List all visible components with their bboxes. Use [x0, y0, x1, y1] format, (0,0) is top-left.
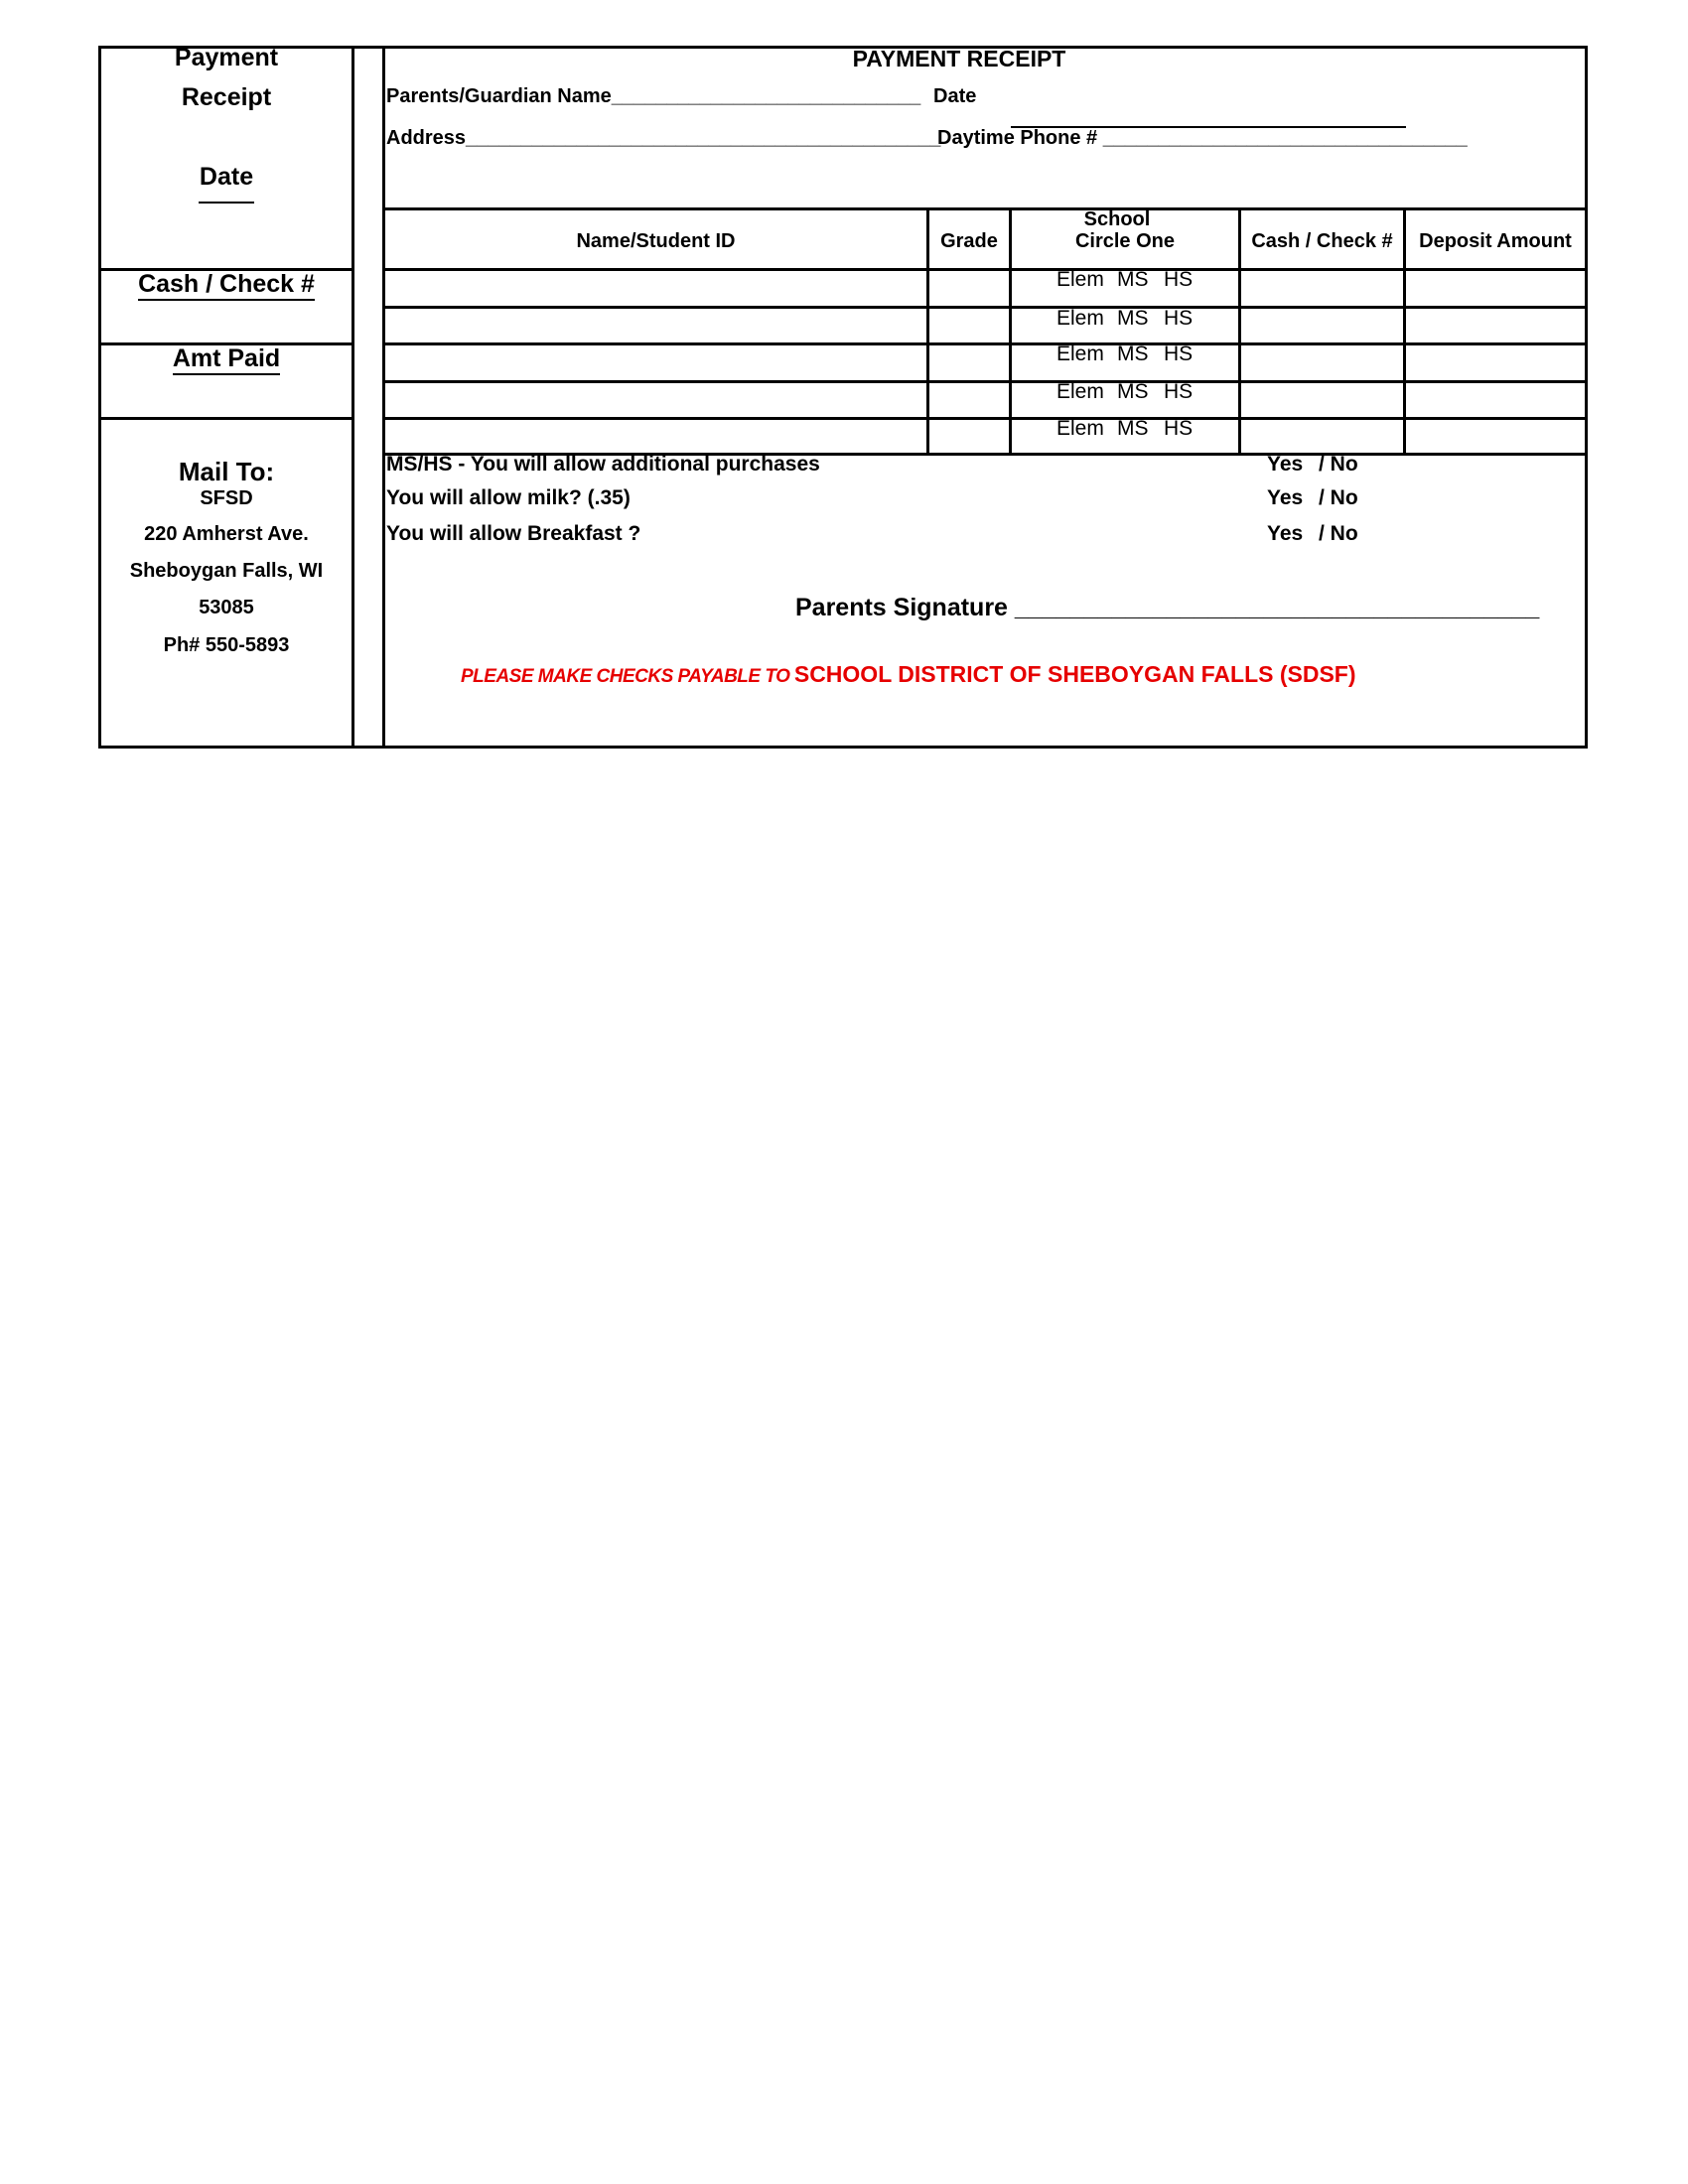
payable-prefix: PLEASE MAKE CHECKS PAYABLE TO [461, 666, 790, 687]
row-1-grade-cell[interactable] [929, 271, 1009, 306]
header-deposit-amount: Deposit Amount [1419, 230, 1572, 252]
question-additional-purchases-no[interactable]: / No [1319, 453, 1358, 476]
row-3-grade-cell[interactable] [929, 345, 1009, 380]
row-3-name-cell[interactable] [385, 345, 926, 380]
row-5-school-ms[interactable]: MS [1117, 417, 1149, 440]
parents-signature-label: Parents Signature [795, 594, 1008, 621]
row-4-school-elem[interactable]: Elem [1056, 380, 1104, 403]
row-3-school-elem[interactable]: Elem [1056, 342, 1104, 365]
question-additional-purchases: MS/HS - You will allow additional purchases [386, 453, 820, 476]
question-breakfast: You will allow Breakfast ? [386, 522, 641, 545]
row-1-school-ms[interactable]: MS [1117, 268, 1149, 291]
address-blank: ___________________________________________ [466, 127, 941, 149]
mail-zip: 53085 [199, 597, 254, 618]
mail-street: 220 Amherst Ave. [144, 523, 309, 545]
mail-to-label: Mail To: [178, 457, 275, 486]
table-top [383, 207, 1587, 210]
stub-divider-1 [352, 46, 354, 749]
question-milk-no[interactable]: / No [1319, 486, 1358, 509]
row-1-deposit-cell[interactable] [1406, 271, 1585, 306]
parents-signature-field[interactable] [795, 594, 1539, 622]
stub-cash-check-label: Cash / Check # [138, 270, 315, 301]
header-name-student-id: Name/Student ID [576, 230, 736, 252]
mail-org: SFSD [200, 487, 253, 509]
header-school-line2: Circle One [1074, 230, 1176, 252]
guardian-name-field[interactable] [386, 85, 920, 108]
payable-note [461, 661, 1356, 688]
row-5-school-elem[interactable]: Elem [1056, 417, 1104, 440]
row-5-deposit-cell[interactable] [1406, 420, 1585, 453]
page-title: PAYMENT RECEIPT [852, 46, 1066, 71]
parents-signature-blank: ______________________________________ [1014, 594, 1540, 621]
row-4-school-ms[interactable]: MS [1117, 380, 1149, 403]
header-school-line1: School [1083, 208, 1151, 230]
row-3-school-hs[interactable]: HS [1164, 342, 1194, 365]
row-2-school-ms[interactable]: MS [1117, 307, 1149, 330]
row-3-deposit-cell[interactable] [1406, 345, 1585, 380]
guardian-name-label: Parents/Guardian Name [386, 85, 612, 107]
row-2-cash-check-cell[interactable] [1241, 309, 1403, 342]
address-field[interactable] [386, 127, 940, 150]
frame-right [1585, 46, 1588, 749]
row-2-name-cell[interactable] [385, 309, 926, 342]
question-breakfast-yes[interactable]: Yes [1267, 522, 1304, 545]
daytime-phone-label: Daytime Phone # [937, 127, 1098, 149]
stub-hline-3 [98, 417, 353, 420]
row-4-deposit-cell[interactable] [1406, 383, 1585, 417]
row-1-school-hs[interactable]: HS [1164, 268, 1194, 291]
stub-cash-check [101, 270, 352, 299]
mail-phone: Ph# 550-5893 [163, 634, 290, 656]
row-4-name-cell[interactable] [385, 383, 926, 417]
row-2-deposit-cell[interactable] [1406, 309, 1585, 342]
frame-bottom [98, 746, 1588, 749]
question-additional-purchases-yes[interactable]: Yes [1267, 453, 1304, 476]
row-5-cash-check-cell[interactable] [1241, 420, 1403, 453]
row-2-grade-cell[interactable] [929, 309, 1009, 342]
row-4-grade-cell[interactable] [929, 383, 1009, 417]
header-cash-check: Cash / Check # [1251, 230, 1393, 252]
row-3-cash-check-cell[interactable] [1241, 345, 1403, 380]
stub-date-underline [199, 202, 254, 204]
guardian-name-blank: ____________________________ [611, 85, 921, 107]
stub-amt-paid-label: Amt Paid [173, 344, 280, 375]
row-1-cash-check-cell[interactable] [1241, 271, 1403, 306]
row-2-school-hs[interactable]: HS [1164, 307, 1194, 330]
stub-amt-paid [101, 344, 352, 373]
question-milk: You will allow milk? (.35) [386, 486, 631, 509]
question-milk-yes[interactable]: Yes [1267, 486, 1304, 509]
stub-date-label: Date [199, 163, 254, 191]
stub-title-line2: Receipt [181, 83, 272, 111]
row-5-name-cell[interactable] [385, 420, 926, 453]
payable-org: SCHOOL DISTRICT OF SHEBOYGAN FALLS (SDSF) [793, 661, 1356, 687]
question-breakfast-no[interactable]: / No [1319, 522, 1358, 545]
row-5-school-hs[interactable]: HS [1164, 417, 1194, 440]
row-2-school-elem[interactable]: Elem [1056, 307, 1104, 330]
daytime-phone-field[interactable] [937, 127, 1468, 150]
row-4-cash-check-cell[interactable] [1241, 383, 1403, 417]
address-label: Address [386, 127, 467, 149]
row-4-school-hs[interactable]: HS [1164, 380, 1194, 403]
daytime-phone-blank: _________________________________ [1102, 127, 1468, 149]
row-3-school-ms[interactable]: MS [1117, 342, 1149, 365]
mail-city: Sheboygan Falls, WI [129, 560, 324, 582]
date-label: Date [933, 85, 977, 107]
row-1-name-cell[interactable] [385, 271, 926, 306]
row-1-school-elem[interactable]: Elem [1056, 268, 1104, 291]
row-5-grade-cell[interactable] [929, 420, 1009, 453]
header-grade: Grade [940, 230, 998, 252]
stub-title-line1: Payment [174, 44, 279, 71]
